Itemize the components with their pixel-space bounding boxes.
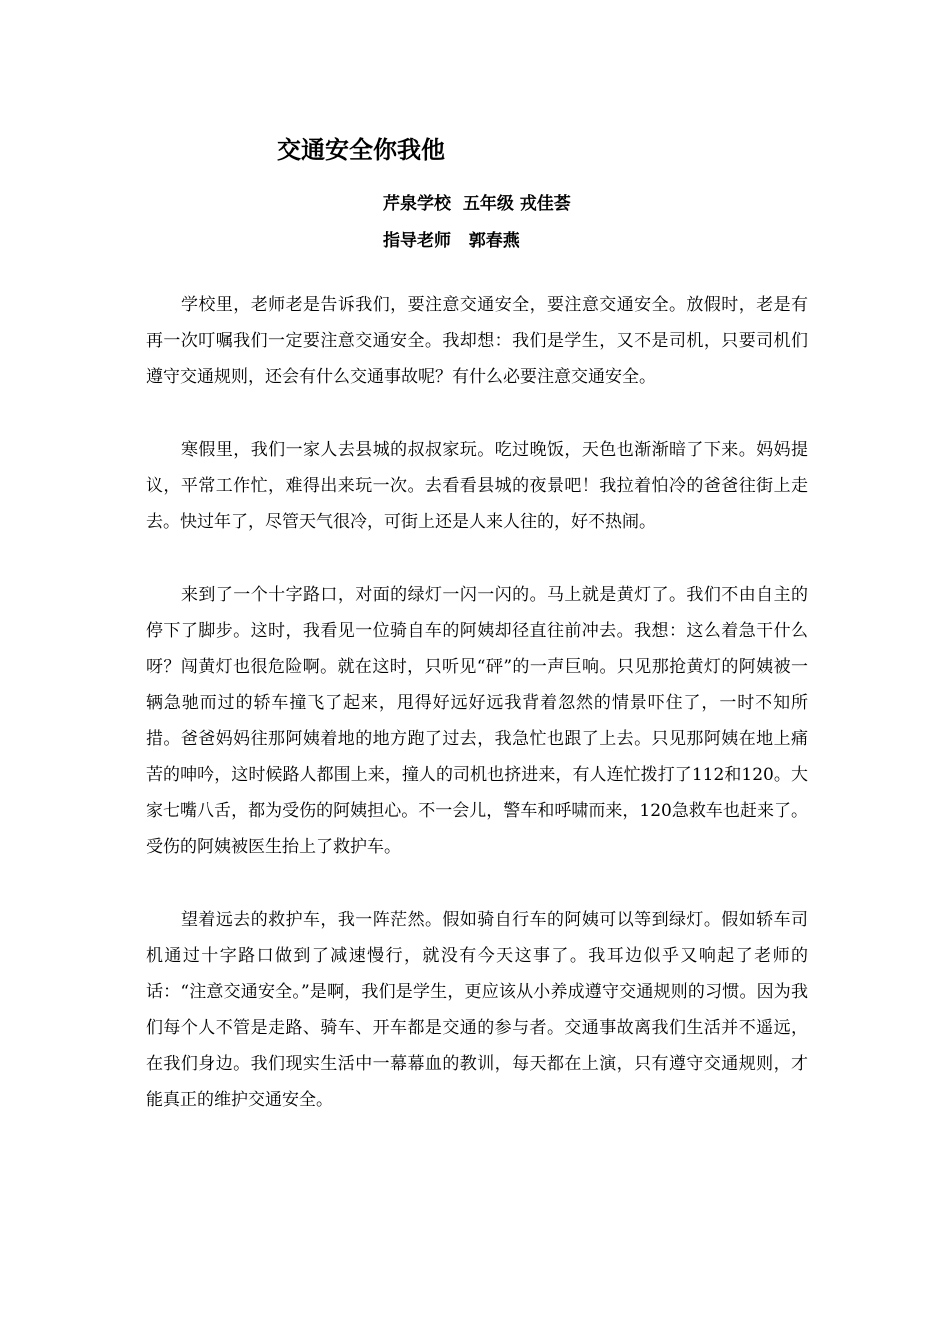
paragraph-2: 寒假里，我们一家人去县城的叔叔家玩。吃过晚饭，天色也渐渐暗了下来。妈妈提议，平常工作忙，难得出来玩一次。去看看县城的夜景吧！我拉着怕冷的爸爸往街上走去。快过年了，尽管天气很冷，可街上还是人来人往的，好不热闹。 [146,440,808,532]
essay-body [146,287,808,1155]
paragraph-3: 来到了一个十字路口，对面的绿灯一闪一闪的。马上就是黄灯了。我们不由自主的停下了脚步。这时，我看见一位骑自车的阿姨却径直往前冲去。我想：这么着急干什么呀？闯黄灯也很危险啊。就在这时，只听见“砰”的一声巨响。只见那抢黄灯的阿姨被一辆急驰而过的轿车撞飞了起来，甩得好远好远我背着忽然的情景吓住了，一时不知所措。爸爸妈妈往那阿姨着地的地方跑了过去，我急忙也跟了上去。只见那阿姨在地上痛苦的呻吟，这时候路人都围上来，撞人的司机也挤进来，有人连忙拨打了112和120。大家七嘴八舌，都为受伤的阿姨担心。不一会儿，警车和呼啸而来，120急救车也赶来了。受伤的阿姨被医生抬上了救护车。 [146,585,808,857]
teacher-line: 指导老师 郭春燕 [383,231,520,251]
paragraph-1: 学校里，老师老是告诉我们，要注意交通安全，要注意交通安全。放假时，老是有再一次叮嘱我们一定要注意交通安全。我却想：我们是学生，又不是司机，只要司机们遵守交通规则，还会有什么交通事故呢？有什么必要注意交通安全。 [146,295,808,387]
author-line: 芹泉学校 五年级 戎佳荟 [383,194,571,214]
document-title: 交通安全你我他 [277,135,445,164]
paragraph-4: 望着远去的救护车，我一阵茫然。假如骑自行车的阿姨可以等到绿灯。假如轿车司机通过十字路口做到了减速慢行，就没有今天这事了。我耳边似乎又响起了老师的话：“注意交通安全。”是啊，我们是学生，更应该从小养成遵守交通规则的习惯。因为我们每个人不管是走路、骑车、开车都是交通的参与者。交通事故离我们生活并不遥远，在我们身边。我们现实生活中一幕幕血的教训，每天都在上演，只有遵守交通规则，才能真正的维护交通安全。 [146,910,808,1110]
